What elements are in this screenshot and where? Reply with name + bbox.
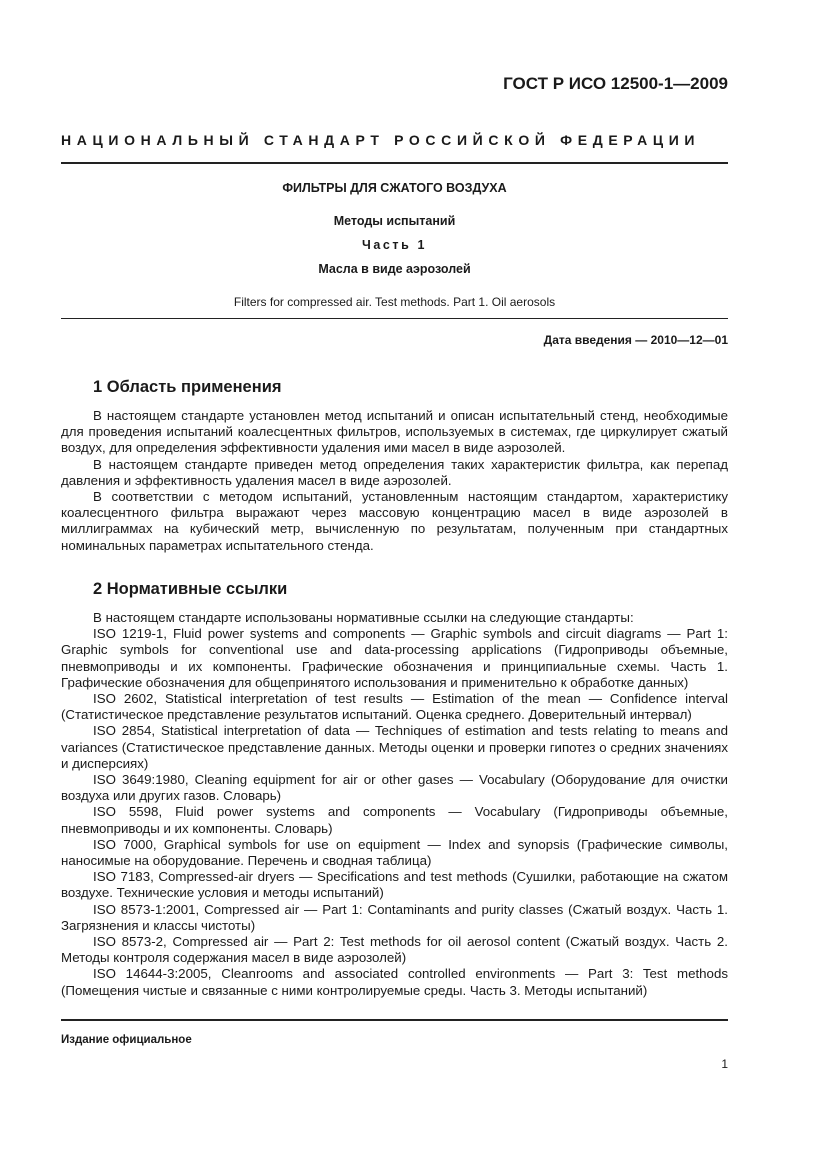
reference-item: ISO 8573-1:2001, Compressed air — Part 1: Contaminants and purity classes (Сжатый воздух. Часть 1. Загрязнения и классы чистоты)	[61, 901, 728, 933]
introduction-date: Дата введения — 2010—12—01	[543, 333, 728, 347]
header-divider	[61, 162, 728, 164]
document-subtitle: Методы испытаний	[333, 214, 456, 228]
document-part: Часть 1	[361, 238, 428, 252]
paragraph: В настоящем стандарте приведен метод определения таких характеристик фильтра, как перепад давления и эффективность удаления масел в виде аэрозолей.	[61, 456, 728, 488]
edition-label: Издание официальное	[61, 1034, 192, 1046]
section-2-heading: 2 Нормативные ссылки	[93, 580, 288, 598]
reference-item: ISO 2602, Statistical interpretation of test results — Estimation of the mean — Confidence interval (Статистическое представление результатов испытаний. Оценка среднего. Доверительный интервал)	[61, 691, 728, 723]
reference-item: ISO 5598, Fluid power systems and components — Vocabulary (Гидроприводы объемные, пневмоприводы и их компоненты. Словарь)	[61, 804, 728, 836]
paragraph: В соответствии с методом испытаний, установленным настоящим стандартом, характеристику коалесцентного фильтра выражают через массовую концентрацию масел в виде аэрозолей в миллиграммах на кубический метр, вычисленную по результатам, полученным при стандартных номинальных параметрах испытательного стенда.	[61, 489, 728, 553]
reference-item: ISO 8573-2, Compressed air — Part 2: Test methods for oil aerosol content (Сжатый воздух. Часть 2. Методы контроля содержания масел в виде аэрозолей)	[61, 934, 728, 966]
reference-item: ISO 2854, Statistical interpretation of data — Techniques of estimation and tests relating to means and variances (Статистическое представление данных. Методы оценки и проверки гипотез о средних значениях и дисперсиях)	[61, 723, 728, 771]
standard-type-line: НАЦИОНАЛЬНЫЙ СТАНДАРТ РОССИЙСКОЙ ФЕДЕРАЦИИ	[61, 132, 701, 148]
reference-item: ISO 1219-1, Fluid power systems and components — Graphic symbols and circuit diagrams — Part 1: Graphic symbols for conventional use and data-processing applications (Гидроприводы объемные, пневмоприводы и их компоненты. Графические обозначения и принципиальные схемы. Часть 1. Графические обозначения для общепринятого использования и применительно к обработке данных)	[61, 626, 728, 690]
document-title: ФИЛЬТРЫ ДЛЯ СЖАТОГО ВОЗДУХА	[282, 181, 507, 195]
section-1-heading: 1 Область применения	[93, 378, 282, 396]
title-divider	[61, 318, 728, 319]
section-1-body	[61, 408, 728, 554]
reference-item: ISO 7183, Compressed-air dryers — Specifications and test methods (Сушилки, работающие на сжатом воздухе. Технические условия и методы испытаний)	[61, 869, 728, 901]
english-title: Filters for compressed air. Test methods. Part 1. Oil aerosols	[233, 295, 556, 309]
reference-item: ISO 7000, Graphical symbols for use on equipment — Index and synopsis (Графические символы, наносимые на оборудование. Перечень и сводная таблица)	[61, 836, 728, 869]
document-subject: Масла в виде аэрозолей	[318, 262, 471, 276]
document-code: ГОСТ Р ИСО 12500-1—2009	[503, 74, 728, 93]
reference-item: ISO 3649:1980, Cleaning equipment for air or other gases — Vocabulary (Оборудование для очистки воздуха или других газов. Словарь)	[61, 772, 728, 804]
page-number: 1	[721, 1057, 728, 1071]
paragraph: В настоящем стандарте установлен метод испытаний и описан испытательный стенд, необходимые для проведения испытаний коалесцентных фильтров, используемых в системах, где циркулирует сжатый воздух, для определения эффективности удаления ими масел в виде аэрозолей.	[61, 408, 728, 456]
paragraph: В настоящем стандарте использованы нормативные ссылки на следующие стандарты:	[93, 610, 634, 625]
footer-divider	[61, 1019, 728, 1021]
section-2-body	[61, 610, 728, 999]
reference-item: ISO 14644-3:2005, Cleanrooms and associated controlled environments — Part 3: Test methods (Помещения чистые и связанные с ними контролируемые среды. Часть 3. Методы испытаний)	[61, 966, 728, 998]
